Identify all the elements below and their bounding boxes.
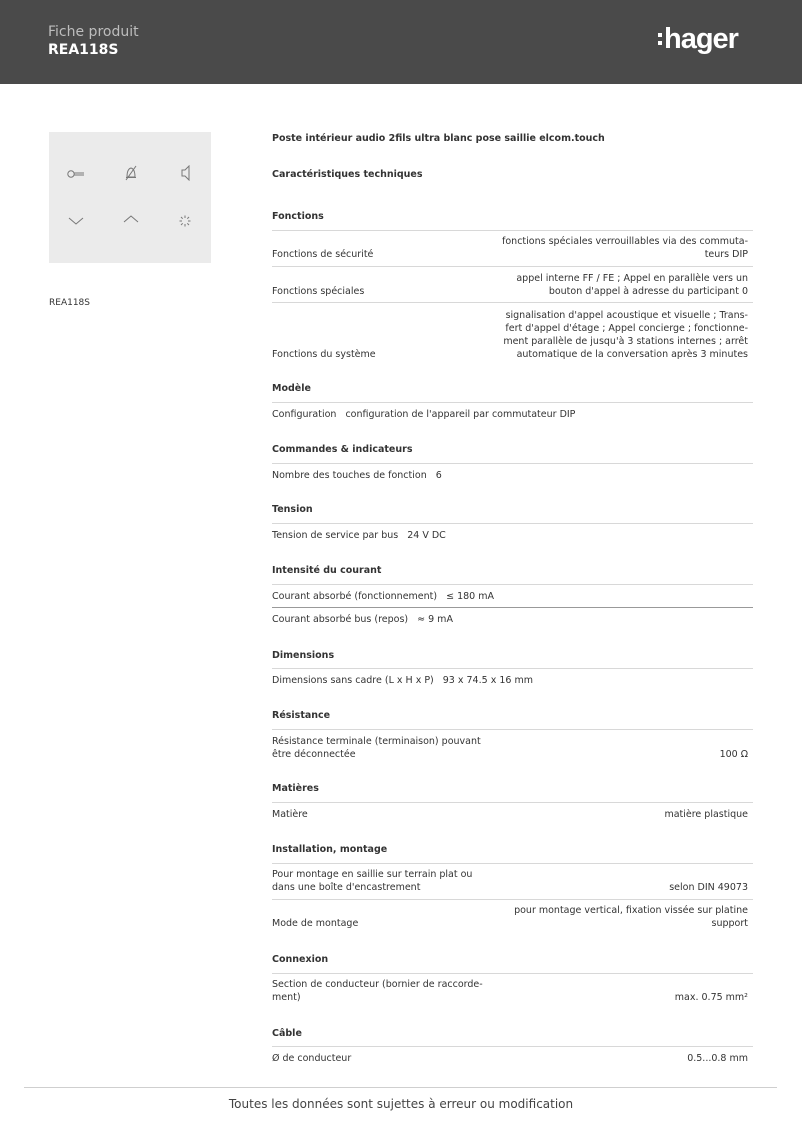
speaker-icon <box>180 165 192 181</box>
spec-row <box>272 1046 753 1067</box>
image-caption: REA118S <box>49 298 90 308</box>
spec-row <box>272 402 753 425</box>
spec-row <box>272 863 753 896</box>
spec-value: max. 0.75 mm² <box>674 992 748 1003</box>
spec-value: selon DIN 49073 <box>669 882 748 893</box>
footer-disclaimer: Toutes les données sont sujettes à erreur ou modification <box>228 1097 574 1111</box>
section-heading-modele: Modèle <box>272 383 311 394</box>
product-image <box>49 132 211 263</box>
spec-value: matière plastique <box>664 809 748 820</box>
spec-key: Pour montage en saillie sur terrain plat ou dans une boîte d'encastrement <box>272 869 473 893</box>
bell-muted-icon <box>124 165 138 181</box>
spec-key: Fonctions du système <box>272 349 376 360</box>
section-heading-commandes: Commandes & indicateurs <box>272 444 413 455</box>
spec-key: Matière <box>272 809 308 820</box>
section-heading-cable: Câble <box>272 1028 302 1039</box>
header-label: Fiche produit <box>48 24 139 40</box>
hager-logo <box>655 22 755 60</box>
hager-logo-text: hager <box>664 23 738 55</box>
spec-key: Mode de montage <box>272 918 359 929</box>
page-header <box>0 0 802 84</box>
spec-value: 100 Ω <box>719 749 748 760</box>
spec-key: Tension de service par bus <box>272 530 399 541</box>
chevron-up-icon <box>123 214 139 224</box>
key-icon <box>67 168 85 180</box>
specs-heading: Caractéristiques techniques <box>272 169 423 180</box>
section-heading-dimensions: Dimensions <box>272 650 335 661</box>
section-heading-tension: Tension <box>272 504 313 515</box>
spec-key: Courant absorbé (fonctionnement) <box>272 591 438 602</box>
spec-key: Dimensions sans cadre (L x H x P) <box>272 675 434 686</box>
spec-key: Nombre des touches de fonction <box>272 470 427 481</box>
spec-row <box>272 802 753 823</box>
spec-value: 6 <box>435 470 442 481</box>
spec-row <box>272 230 753 263</box>
spec-row <box>272 584 753 607</box>
spec-key: Résistance terminale (terminaison) pouvant être déconnectée <box>272 736 481 760</box>
spec-value: ≤ 180 mA <box>446 591 494 602</box>
spec-value: 0.5...0.8 mm <box>687 1053 748 1064</box>
spec-key: Fonctions spéciales <box>272 286 365 297</box>
chevron-down-icon <box>68 216 84 226</box>
spec-row <box>272 523 753 546</box>
spec-row <box>272 463 753 486</box>
spec-key: Fonctions de sécurité <box>272 249 374 260</box>
spec-value: configuration de l'appareil par commutateur DIP <box>345 409 576 420</box>
section-heading-intensite: Intensité du courant <box>272 565 382 576</box>
spec-value: fonctions spéciales verrouillables via des commuta- teurs DIP <box>502 236 748 260</box>
section-heading-fonctions: Fonctions <box>272 211 324 222</box>
spec-value: ≈ 9 mA <box>417 614 453 625</box>
section-heading-matieres: Matières <box>272 783 319 794</box>
product-title: Poste intérieur audio 2fils ultra blanc pose saillie elcom.touch <box>272 133 605 144</box>
spec-key: Ø de conducteur <box>272 1053 352 1064</box>
spec-value: signalisation d'appel acoustique et visuelle ; Trans- fert d'appel d'étage ; Appel concierge ; fonctionne- ment parallèle de jusqu'à 3 stations internes ; arrêt automatique de la conversation après 3 minutes <box>503 310 748 360</box>
spec-row <box>272 729 753 763</box>
section-heading-resistance: Résistance <box>272 710 331 721</box>
spec-value: appel interne FF / FE ; Appel en parallèle vers un bouton d'appel à adresse du participant 0 <box>516 273 748 297</box>
spec-row <box>272 266 753 300</box>
spec-value: 93 x 74.5 x 16 mm <box>442 675 533 686</box>
spec-key: Courant absorbé bus (repos) <box>272 614 409 625</box>
spec-value: pour montage vertical, fixation vissée sur platine support <box>514 905 748 929</box>
spec-row <box>272 668 753 691</box>
light-icon <box>179 215 191 227</box>
section-heading-connexion: Connexion <box>272 954 329 965</box>
spec-key: Section de conducteur (bornier de raccorde- ment) <box>272 979 483 1003</box>
spec-row <box>272 899 753 932</box>
spec-row <box>272 302 753 363</box>
spec-row <box>272 973 753 1006</box>
spec-row <box>272 607 753 630</box>
spec-value: 24 V DC <box>407 530 446 541</box>
header-reference: REA118S <box>48 42 119 58</box>
section-heading-installation: Installation, montage <box>272 844 388 855</box>
spec-key: Configuration <box>272 409 337 420</box>
footer-divider <box>24 1087 777 1088</box>
